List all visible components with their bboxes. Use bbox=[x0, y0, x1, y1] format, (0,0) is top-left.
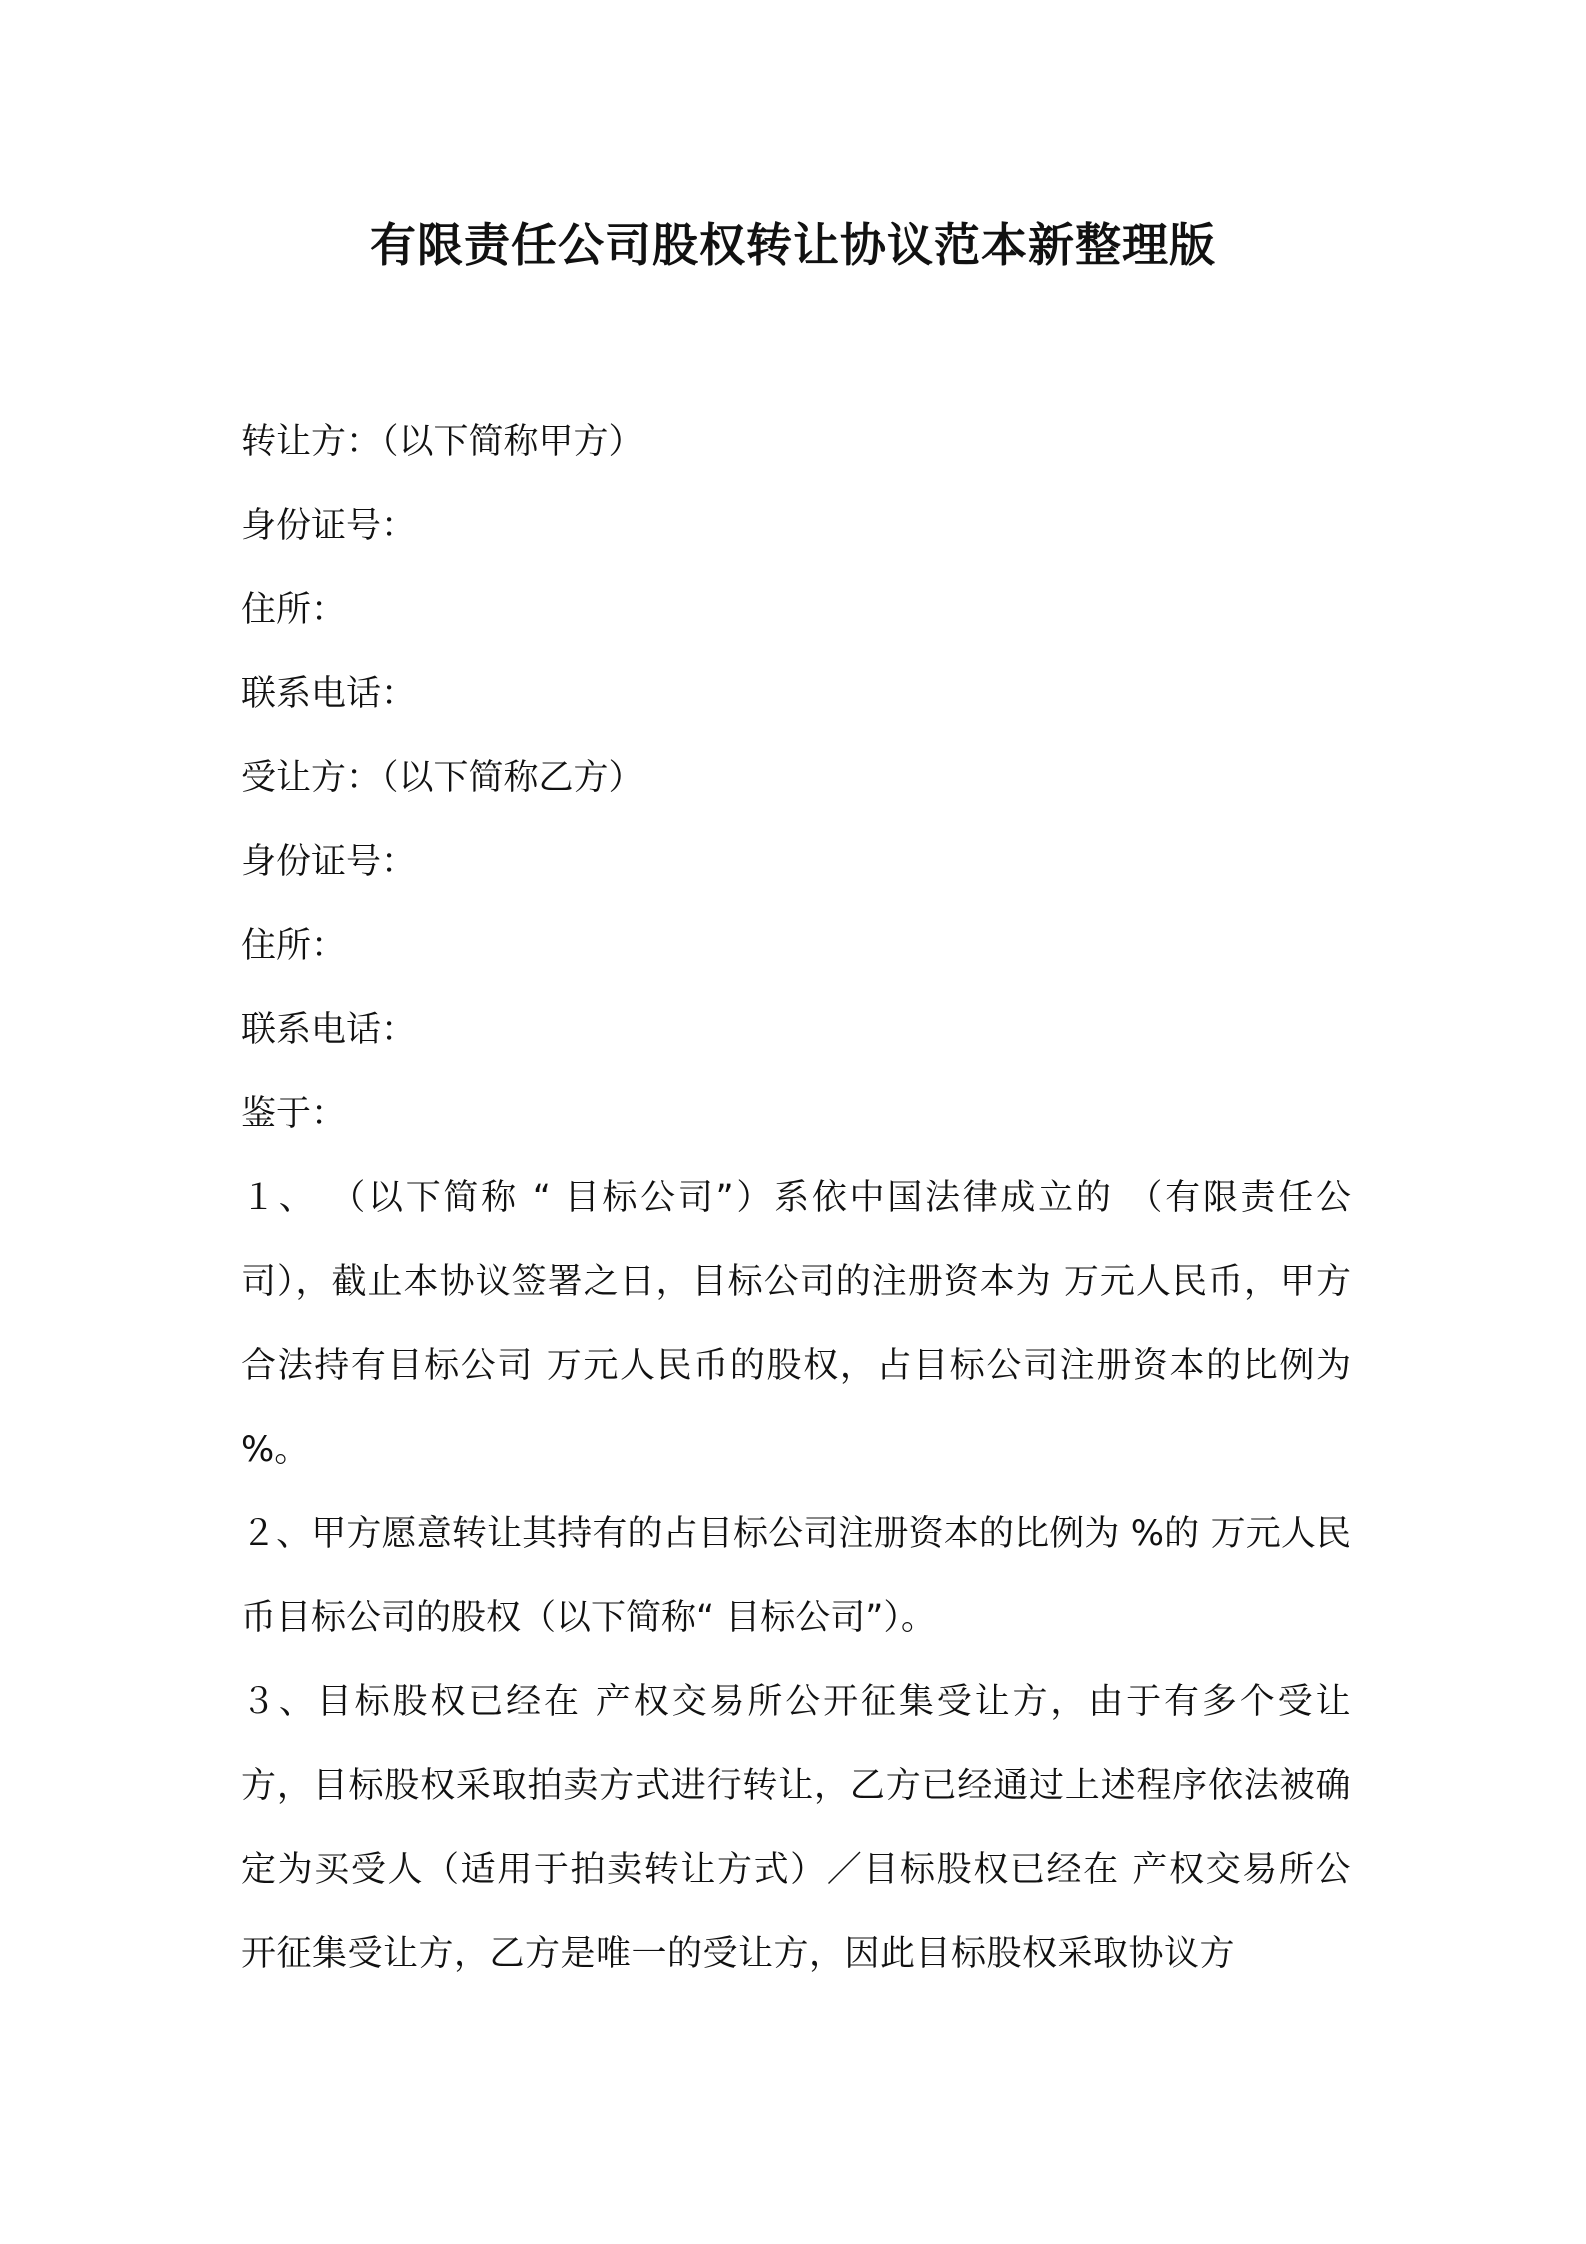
transferee-phone-label: 联系电话： bbox=[241, 1010, 417, 1050]
transferor-party-label: 转让方：（以下简称甲方） bbox=[241, 422, 644, 462]
whereas-label: 鉴于： bbox=[241, 1094, 347, 1134]
transferee-party-label: 受让方：（以下简称乙方） bbox=[241, 758, 644, 798]
document-body bbox=[241, 400, 1351, 1996]
transferor-address-label: 住所： bbox=[241, 590, 347, 630]
transferor-phone-label: 联系电话： bbox=[241, 674, 417, 714]
document-title: 有限责任公司股权转让协议范本新整理版 bbox=[370, 218, 1216, 272]
clause-1: １、 （以下简称 “ 目标公司”）系依中国法律成立的 （有限责任公司），截止本协议签署之日，目标公司的注册资本为 万元人民币，甲方合法持有目标公司 万元人民币的股权，占目标公司注册资本的比例为 %。 bbox=[241, 1178, 1351, 1470]
clause-2: ２、甲方愿意转让其持有的占目标公司注册资本的比例为 %的 万元人民币目标公司的股权（以下简称“ 目标公司”）。 bbox=[241, 1514, 1351, 1638]
transferee-id-label: 身份证号： bbox=[241, 842, 417, 882]
transferor-id-label: 身份证号： bbox=[241, 506, 417, 546]
clause-3: ３、目标股权已经在 产权交易所公开征集受让方，由于有多个受让方，目标股权采取拍卖方式进行转让，乙方已经通过上述程序依法被确定为买受人（适用于拍卖转让方式）／目标股权已经在 产权交易所公开征集受让方，乙方是唯一的受让方，因此目标股权采取协议方 bbox=[241, 1682, 1351, 1974]
transferee-address-label: 住所： bbox=[241, 926, 347, 966]
